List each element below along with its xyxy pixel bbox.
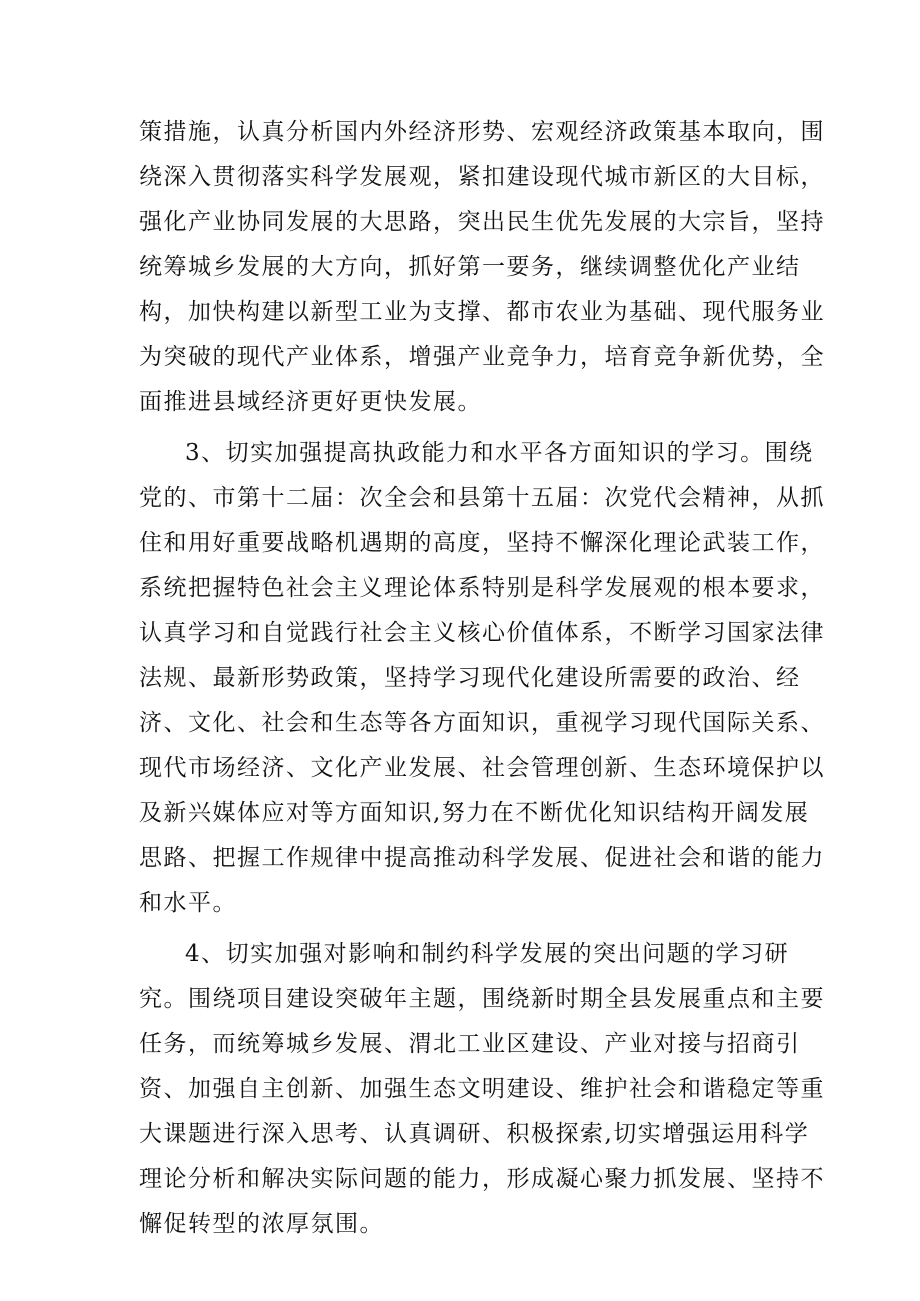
text-line: 及新兴媒体应对等方面知识,努力在不断优化知识结构开阔发展 — [139, 800, 810, 826]
paragraph-4 — [139, 932, 825, 1247]
text-line: 现代市场经济、文化产业发展、社会管理创新、生态环境保护以 — [139, 755, 825, 781]
text-line: 绕深入贯彻落实科学发展观，紧扣建设现代城市新区的大目标， — [139, 164, 825, 190]
text-line: 系统把握特色社会主义理论体系特别是科学发展观的根本要求， — [139, 575, 825, 601]
text-line: 为突破的现代产业体系，增强产业竞争力，培育竞争新优势，全 — [139, 344, 825, 370]
text-line: 理论分析和解决实际问题的能力，形成凝心聚力抓发展、坚持不 — [139, 1166, 825, 1192]
text-line: 任务，而统筹城乡发展、渭北工业区建设、产业对接与招商引 — [139, 1031, 801, 1057]
text-line: 认真学习和自觉践行社会主义核心价值体系，不断学习国家法律 — [139, 620, 825, 646]
text-line: 构，加快构建以新型工业为支撑、都市农业为基础、现代服务业 — [139, 299, 825, 325]
text-line: 思路、把握工作规律中提高推动科学发展、促进社会和谐的能力 — [139, 845, 825, 871]
text-line: 面推进县域经济更好更快发展。 — [139, 389, 482, 415]
text-line: 3、切实加强提高执政能力和水平各方面知识的学习。围绕 — [185, 440, 814, 466]
text-line: 法规、最新形势政策，坚持学习现代化建设所需要的政治、经 — [139, 665, 801, 691]
text-line: 策措施，认真分析国内外经济形势、宏观经济政策基本取向，围 — [139, 119, 825, 145]
text-line: 4、切实加强对影响和制约科学发展的突出问题的学习研 — [185, 941, 790, 967]
text-line: 强化产业协同发展的大思路，突出民生优先发展的大宗旨，坚持 — [139, 209, 825, 235]
text-line: 大课题进行深入思考、认真调研、积极探索,切实增强运用科学 — [139, 1121, 810, 1147]
paragraph-3 — [139, 431, 825, 926]
text-line: 资、加强自主创新、加强生态文明建设、维护社会和谐稳定等重 — [139, 1076, 825, 1102]
text-line: 懈促转型的浓厚氛围。 — [139, 1211, 384, 1237]
document-body — [139, 110, 825, 1247]
text-line: 党的、市第十二届：次全会和县第十五届：次党代会精神，从抓 — [139, 485, 825, 511]
text-line: 济、文化、社会和生态等各方面知识，重视学习现代国际关系、 — [139, 710, 825, 736]
text-line: 和水平。 — [139, 890, 237, 916]
text-line: 统筹城乡发展的大方向，抓好第一要务，继续调整优化产业结 — [139, 254, 801, 280]
text-line: 究。围绕项目建设突破年主题，围绕新时期全县发展重点和主要 — [139, 986, 825, 1012]
paragraph-continued — [139, 110, 825, 425]
text-line: 住和用好重要战略机遇期的高度，坚持不懈深化理论武装工作， — [139, 530, 825, 556]
